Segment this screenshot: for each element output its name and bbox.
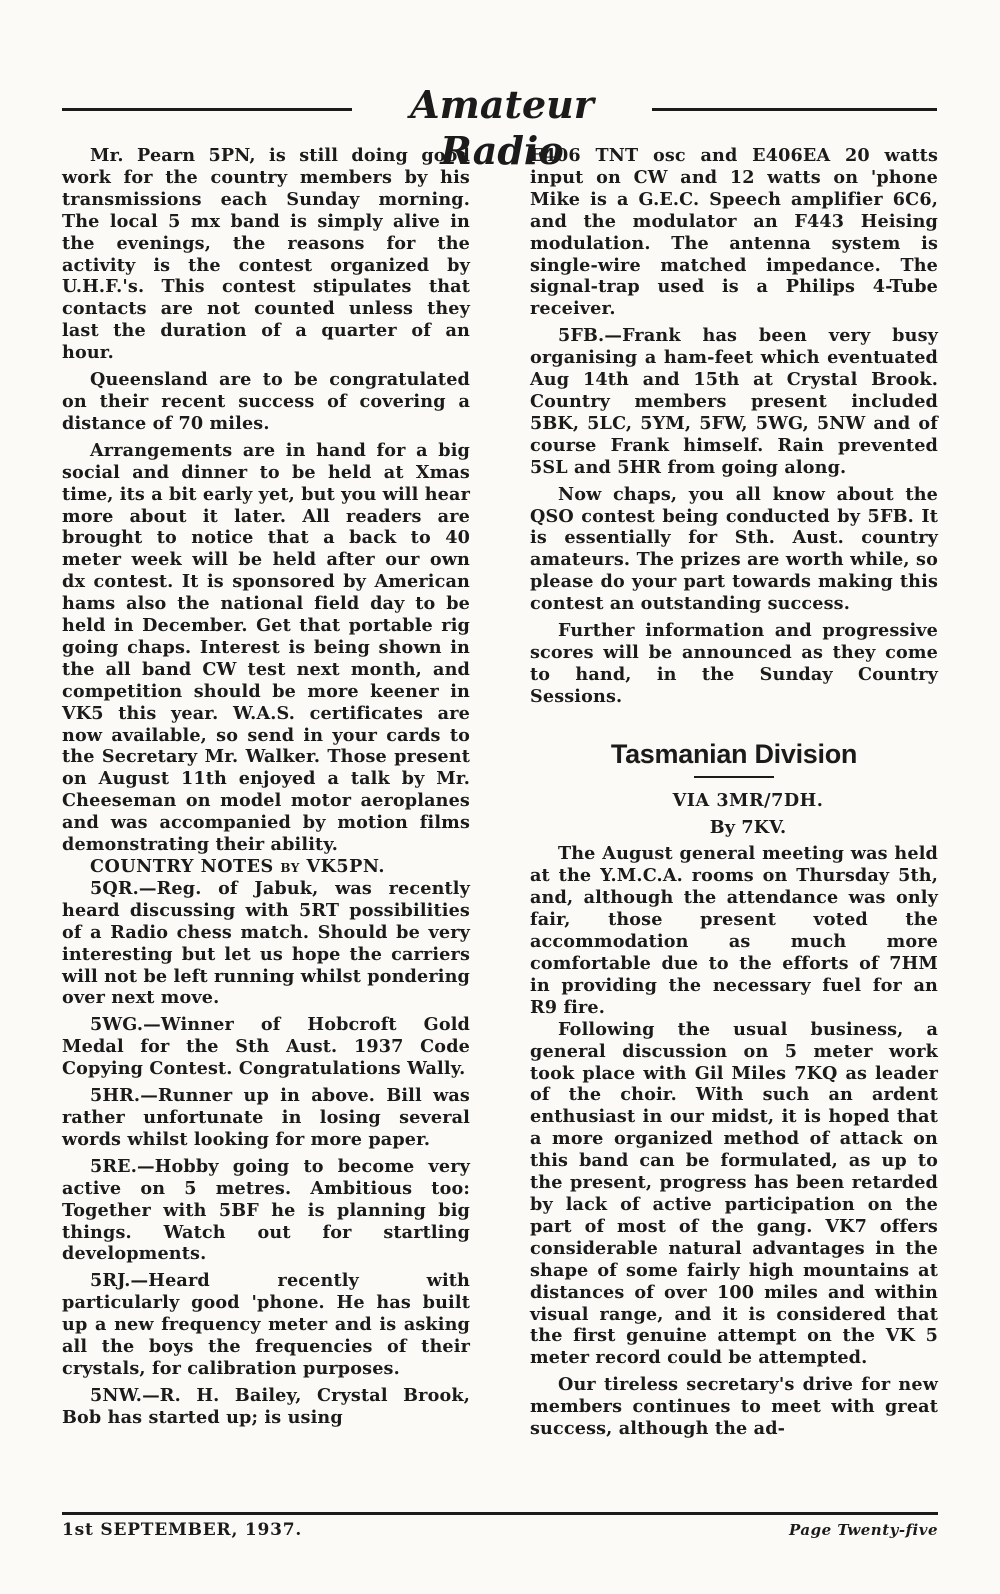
left-column — [62, 145, 470, 1434]
via-line: VIA 3MR/7DH. — [672, 789, 824, 811]
paragraph: 5RJ.—Heard recently with particularly good 'phone. He has built up a new frequency meter and is asking all the boys the frequencies of their crystals, for calibration purposes. — [62, 1270, 470, 1379]
footer-rule — [62, 1512, 938, 1515]
paragraph: 5QR.—Reg. of Jabuk, was recently heard discussing with 5RT possibilities of a Radio chess match. Should be very interesting but let us hope the carriers will not be left running whilst pondering over next move. — [62, 877, 470, 1009]
paragraph: Further information and progressive scores will be announced as they come to hand, in the Sunday Country Sessions. — [530, 620, 938, 707]
paragraph: E406 TNT osc and E406EA 20 watts input on CW and 12 watts on 'phone Mike is a G.E.C. Speech amplifier 6C6, and the modulator an F443 Heising modulation. The antenna system is single-wire matched impedance. The signal-trap used is a Philips 4-Tube receiver. — [530, 145, 938, 320]
paragraph: Mr. Pearn 5PN, is still doing good work for the country members by his transmissions each Sunday morning. The local 5 mx band is simply alive in the evenings, the reasons for the activity is the contest organized by U.H.F.'s. This contest stipulates that contacts are not counted unless they last the duration of a quarter of an hour. — [62, 145, 470, 364]
paragraph: 5WG.—Winner of Hobcroft Gold Medal for the Sth Aust. 1937 Code Copying Contest. Congratulations Wally. — [62, 1014, 470, 1080]
right-column — [530, 145, 938, 1445]
paragraph: Our tireless secretary's drive for new members continues to meet with great success, although the ad- — [530, 1374, 938, 1440]
paragraph: Now chaps, you all know about the QSO contest being conducted by 5FB. It is essentially for Sth. Aust. country amateurs. The prizes are worth while, so please do your part towards making this contest an outstanding success. — [530, 483, 938, 615]
section-subheading: COUNTRY NOTES by VK5PN. — [90, 856, 385, 877]
masthead — [62, 78, 937, 173]
masthead-rule-left — [62, 108, 352, 111]
issue-date: 1st SEPTEMBER, 1937. — [62, 1520, 303, 1540]
division-heading: Tasmanian Division — [610, 738, 858, 769]
byline: By 7KV. — [709, 816, 787, 838]
page-number: Page Twenty-five — [788, 1521, 938, 1539]
masthead-title: Amateur Radio — [410, 82, 594, 173]
paragraph: Arrangements are in hand for a big social and dinner to be held at Xmas time, its a bit early yet, but you will hear more about it later. All readers are brought to notice that a back to 40 meter week will be held after our own dx contest. It is sponsored by American hams also the national field day to be held in December. Get that portable rig going chaps. Interest is being shown in the all band CW test next month, and competition should be more keener in VK5 this year. W.A.S. certificates are now available, so send in your cards to the Secretary Mr. Walker. Those present on August 11th enjoyed a talk by Mr. Cheeseman on model motor aeroplanes and was accompanied by motion films demonstrating their ability. — [62, 439, 470, 856]
paragraph: 5FB.—Frank has been very busy organising a ham-feet which eventuated Aug 14th and 15th at Crystal Brook. Country members present included 5BK, 5LC, 5YM, 5FW, 5WG, 5NW and of course Frank himself. Rain prevented 5SL and 5HR from going along. — [530, 325, 938, 478]
paragraph: The August general meeting was held at the Y.M.C.A. rooms on Thursday 5th, and, although the attendance was only fair, those present voted the accommodation as much more comfortable due to the efforts of 7HM in providing the necessary fuel for an R9 fire. — [530, 843, 938, 1018]
paragraph: 5NW.—R. H. Bailey, Crystal Brook, Bob has started up; is using — [62, 1384, 470, 1428]
paragraph: Following the usual business, a general discussion on 5 meter work took place with Gil Miles 7KQ as leader of the choir. With such an ardent enthusiast in our midst, it is hoped that a more organized method of attack on this band can be formulated, as up to the present, progress has been retarded by lack of active participation on the part of most of the gang. VK7 offers considerable natural advantages in the shape of some fairly high mountains at distances of over 100 miles and within visual range, and it is considered that the first genuine attempt on the VK 5 meter record could be attempted. — [530, 1018, 938, 1369]
division-heading-rule — [694, 776, 774, 778]
paragraph: 5HR.—Runner up in above. Bill was rather unfortunate in losing several words whilst looking for more paper. — [62, 1085, 470, 1150]
paragraph: Queensland are to be congratulated on their recent success of covering a distance of 70 miles. — [62, 369, 470, 434]
masthead-rule-right — [652, 108, 937, 111]
paragraph: 5RE.—Hobby going to become very active on 5 metres. Ambitious too: Together with 5BF he is planning big things. Watch out for startling developments. — [62, 1155, 470, 1265]
